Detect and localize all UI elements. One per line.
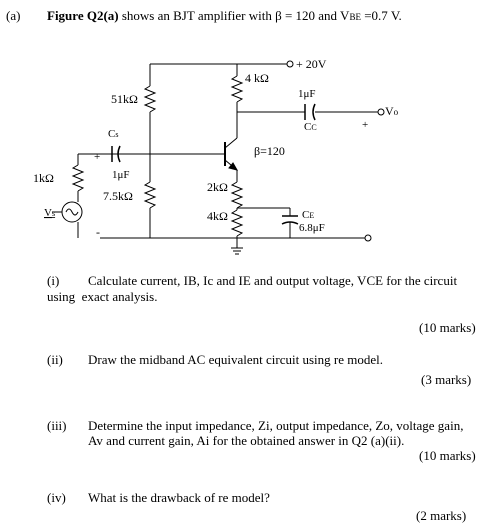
rc-label: 4 kΩ <box>245 71 269 85</box>
resistor-re1 <box>232 182 242 208</box>
intro-text: shows an BJT amplifier with β = 120 and V <box>118 8 350 23</box>
q-iv-number: (iv) <box>47 490 66 505</box>
q-iii-number: (iii) <box>47 418 67 433</box>
cc-label: CC <box>304 121 317 133</box>
cc-value: 1μF <box>298 88 316 100</box>
resistor-r2 <box>145 182 155 208</box>
vcc-terminal <box>287 61 293 67</box>
q-ii-marks: (3 marks) <box>421 372 472 387</box>
cs-plus-sign: + <box>94 151 101 163</box>
vs-label: Vs <box>44 207 56 219</box>
q-i-number: (i) <box>47 273 60 288</box>
q-ii-text: Draw the midband AC equivalent circuit using re model. <box>88 352 383 367</box>
part-label: (a) <box>6 8 21 23</box>
source-minus-sign: - <box>96 225 100 239</box>
rs-label: 1kΩ <box>33 171 54 185</box>
q-iii-text-line1: Determine the input impedance, Zi, output impedance, Zo, voltage gain, <box>88 418 464 433</box>
r2-label: 7.5kΩ <box>103 189 133 203</box>
resistor-rc <box>232 76 242 102</box>
ce-label: CE <box>302 209 315 221</box>
vcc-label: + 20V <box>296 57 327 71</box>
output-plus-sign: + <box>362 119 369 131</box>
bjt-amplifier-circuit <box>0 0 488 260</box>
output-ground-terminal <box>365 235 371 241</box>
q-iii-text-line2: Av and current gain, Ai for the obtained answer in Q2 (a)(ii). <box>88 433 405 448</box>
vbe-value: =0.7 V. <box>360 8 402 23</box>
cs-value: 1μF <box>112 169 130 181</box>
re2-label: 4kΩ <box>207 209 228 223</box>
r1-label: 51kΩ <box>111 92 138 106</box>
resistor-r1 <box>145 86 155 112</box>
ce-value: 6.8μF <box>299 222 325 234</box>
q-i-text-line2: using exact analysis. <box>47 289 158 304</box>
vo-label: Vo <box>385 104 399 118</box>
q-i-marks: (10 marks) <box>419 320 476 335</box>
cs-label: Cs <box>108 128 119 140</box>
q-iv-marks: (2 marks) <box>416 508 467 523</box>
vbe-subscript: BE <box>349 12 361 22</box>
q-iii-marks: (10 marks) <box>419 448 476 463</box>
re1-label: 2kΩ <box>207 180 228 194</box>
resistor-re2 <box>232 210 242 236</box>
q-ii-number: (ii) <box>47 352 63 367</box>
q-iv-text: What is the drawback of re model? <box>88 490 270 505</box>
resistor-rs <box>73 165 83 191</box>
output-terminal <box>378 109 384 115</box>
q-i-text-line1: Calculate current, IB, Ic and IE and output voltage, VCE for the circuit <box>88 273 458 288</box>
beta-label: β=120 <box>254 144 285 158</box>
figure-reference: Figure Q2(a) <box>47 8 119 23</box>
